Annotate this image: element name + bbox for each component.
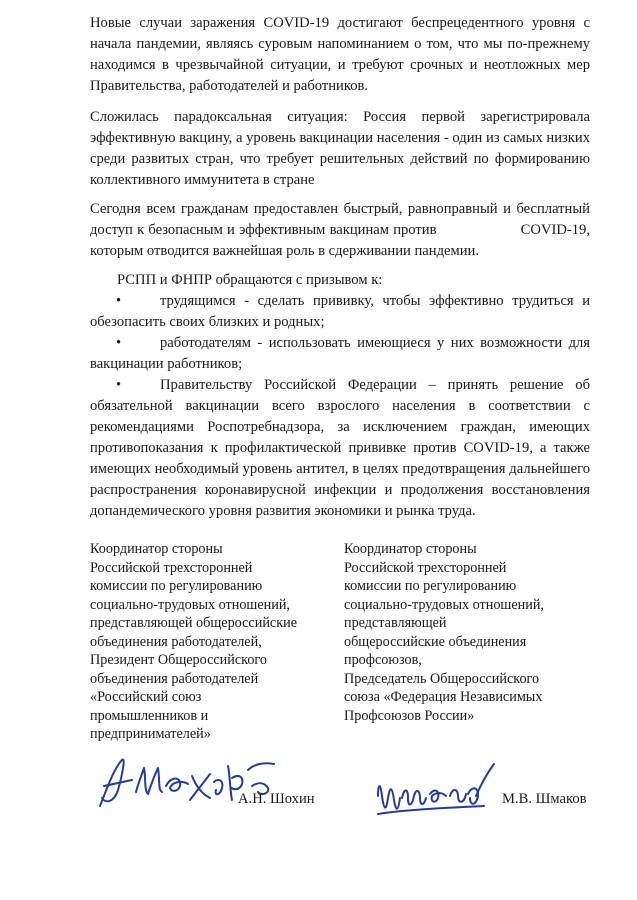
- paragraph-intro-text: Новые случаи заражения COVID-19 достигают беспрецедентного уровня с начала пандемии, являясь суровым напоминанием о том, что мы по-прежнему находимся в чрезвычайной ситуации, и требуют срочных и неотложных мер Правительства, работодателей и работников.: [90, 15, 590, 94]
- paragraph-paradox-text: Сложилась парадоксальная ситуация: Россия первой зарегистрировала эффективную вакцину, а уровень вакцинации населения - один из самых низких среди развитых стран, что требует решительных действий по формированию коллективного иммунитета в стране: [90, 109, 590, 188]
- bullet-item-workers: [90, 291, 590, 333]
- paragraph-intro: [90, 13, 590, 97]
- signatory-left-name: А.Н. Шохин: [238, 791, 315, 807]
- bullet-item-text: трудящимся - сделать прививку, чтобы эффективно трудиться и обезопасить своих близких и родных;: [90, 293, 590, 330]
- signatory-right-name: М.В. Шмаков: [502, 791, 587, 807]
- signatory-left-title: Координатор стороны Российской трехсторонней комиссии по регулированию социально-трудовых отношений, представляющей общероссийские объединения работодателей, Президент Общероссийского объединения работодателей «Российский союз промышленников и предпринимателей»: [90, 541, 297, 742]
- bullet-icon: •: [116, 335, 122, 351]
- paragraph-appeal-text: РСПП и ФНПР обращаются с призывом к:: [117, 272, 383, 288]
- paragraph-appeal: [90, 270, 590, 291]
- signature-right-image: [372, 756, 502, 826]
- paragraph-access-text: Сегодня всем гражданам предоставлен быстрый, равноправный и бесплатный доступ к безопасным и эффективным вакцинам против COVID-19, которым отводится важнейшая роль в сдерживании пандемии.: [90, 201, 594, 259]
- bullet-item-employers: [90, 333, 590, 375]
- signatory-right-title: Координатор стороны Российской трехсторонней комиссии по регулированию социально-трудовых отношений, представляющей общероссийские объединения профсоюзов, Председатель Общероссийского союза «Федерация Независимых Профсоюзов России»: [344, 541, 544, 724]
- bullet-item-text: работодателям - использовать имеющиеся у них возможности для вакцинации работников;: [90, 335, 590, 372]
- bullet-item-text: Правительству Российской Федерации – принять решение об обязательной вакцинации всего взрослого населения в соответствии с рекомендациями Роспотребнадзора, за исключением граждан, имеющих противопоказания к профилактической прививке против COVID-19, а также имеющих необходимый уровень антител, в целях предотвращения дальнейшего распространения коронавирусной инфекции и продолжения восстановления допандемического уровня развития экономики и рынка труда.: [90, 377, 590, 519]
- paragraph-access: [90, 199, 594, 262]
- bullet-icon: •: [116, 377, 122, 393]
- bullet-icon: •: [116, 293, 122, 309]
- bullet-item-government: [90, 375, 590, 522]
- paragraph-paradox: [90, 107, 590, 191]
